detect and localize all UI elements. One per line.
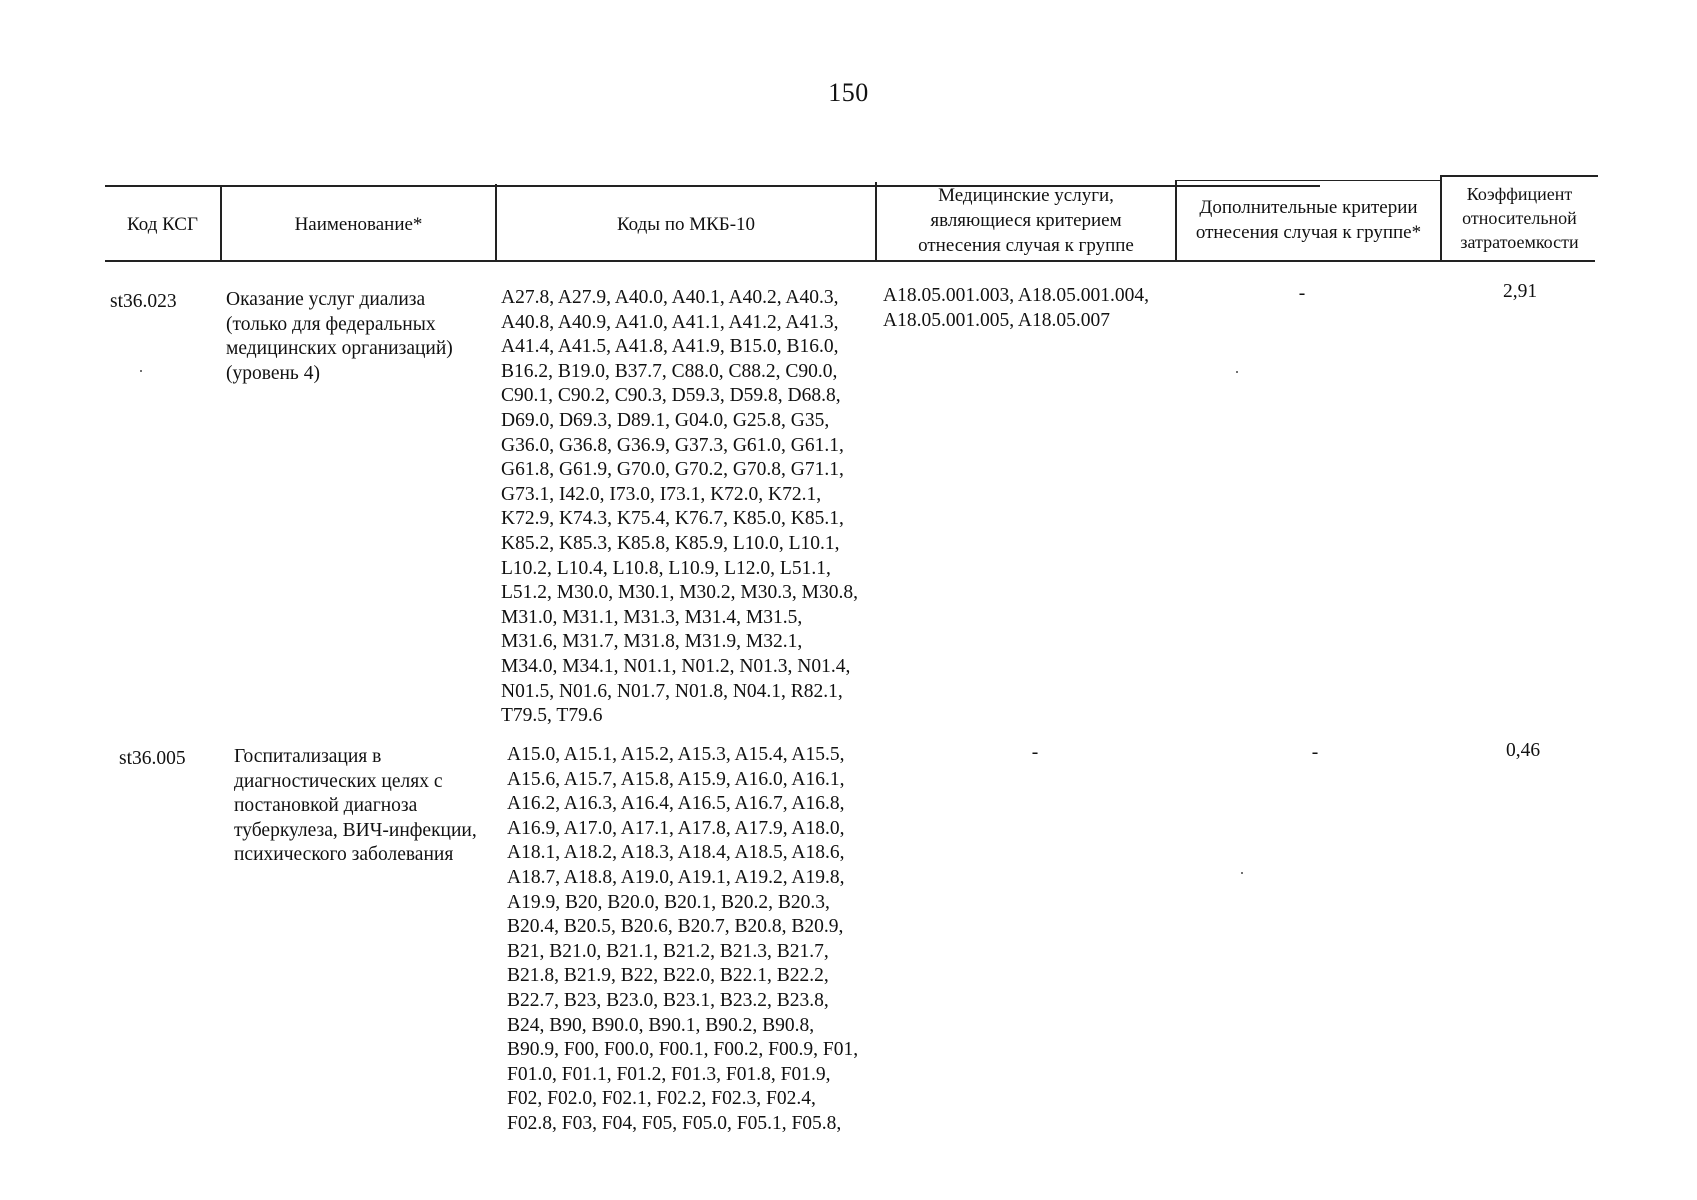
row-extra-criteria: - — [1298, 283, 1306, 304]
row-services: - — [1031, 742, 1039, 763]
page-number: 150 — [828, 78, 869, 107]
row-coefficient: 2,91 — [1502, 281, 1538, 302]
row-coefficient: 0,46 — [1505, 740, 1541, 761]
row-icd-codes: A15.0, A15.1, A15.2, A15.3, A15.4, A15.5, A15.6, A15.7, A15.8, A15.9, A16.0, A16.1, A16.2, A16.3, A16.4, A16.5, A16.7, A16.8, A16.9, A17.0, A17.1, A17.8, A17.9, A18.0, A18.1, A18.2, A18.3, A18.4, A18.5, A18.6, A18.7, A18.8, A19.0, A19.1, A19.2, A19.8, A19.9, B20, B20.0, B20.1, B20.2, B20.3, B20.4, B20.5, B20.6, B20.7, B20.8, B20.9, B21, B21.0, B21.1, B21.2, B21.3, B21.7, B21.8, B21.9, B22, B22.0, B22.1, B22.2, B22.7, B23, B23.0, B23.1, B23.2, B23.8, B24, B90, B90.0, B90.1, B90.2, B90.8, B90.9, F00, F00.0, F00.1, F00.2, F00.9, F01, F01.0, F01.1, F01.2, F01.3, F01.8, F01.9, F02, F02.0, F02.1, F02.2, F02.3, F02.4, F02.8, F03, F04, F05, F05.0, F05.1, F05.8, — [507, 744, 859, 1134]
row-extra-criteria: - — [1311, 742, 1319, 763]
row-name: Госпитализация в диагностических целях с постановкой диагноза туберкулеза, ВИЧ-инфекции, психического заболевания — [234, 746, 477, 866]
table-header-bottom-rule — [105, 260, 1595, 262]
header-services: Медицинские услуги, являющиеся критерием отнесения случая к группе — [918, 184, 1134, 256]
header-coefficient: Коэффициент относительной затратоемкости — [1460, 184, 1579, 252]
scan-speck — [1241, 872, 1243, 874]
header-name: Наименование* — [294, 213, 423, 235]
scan-speck — [140, 370, 142, 372]
row-code: st36.005 — [119, 748, 186, 769]
header-extra-criteria: Дополнительные критерии отнесения случая к группе* — [1195, 197, 1422, 243]
row-icd-codes: A27.8, A27.9, A40.0, A40.1, A40.2, A40.3, A40.8, A40.9, A41.0, A41.1, A41.2, A41.3, A41.4, A41.5, A41.8, A41.9, B15.0, B16.0, B16.2, B19.0, B37.7, C88.0, C88.2, C90.0, C90.1, C90.2, C90.3, D59.3, D59.8, D68.8, D69.0, D69.3, D89.1, G04.0, G25.8, G35, G36.0, G36.8, G36.9, G37.3, G61.0, G61.1, G61.8, G61.9, G70.0, G70.2, G70.8, G71.1, G73.1, I42.0, I73.0, I73.1, K72.0, K72.1, K72.9, K74.3, K75.4, K76.7, K85.0, K85.1, K85.2, K85.3, K85.8, K85.9, L10.0, L10.1, L10.2, L10.4, L10.8, L10.9, L12.0, L51.1, L51.2, M30.0, M30.1, M30.2, M30.3, M30.8, M31.0, M31.1, M31.3, M31.4, M31.5, M31.6, M31.7, M31.8, M31.9, M32.1, M34.0, M34.1, N01.1, N01.2, N01.3, N01.4, N01.5, N01.6, N01.7, N01.8, N04.1, R82.1, T79.5, T79.6 — [501, 287, 858, 727]
header-code: Код КСГ — [127, 213, 198, 235]
row-services: A18.05.001.003, A18.05.001.004, A18.05.001.005, A18.05.007 — [883, 285, 1149, 331]
header-icd: Коды по МКБ-10 — [616, 213, 756, 235]
row-code: st36.023 — [110, 291, 177, 312]
row-name: Оказание услуг диализа (только для федеральных медицинских организаций) (уровень 4) — [226, 289, 453, 384]
scan-speck — [1236, 371, 1238, 373]
